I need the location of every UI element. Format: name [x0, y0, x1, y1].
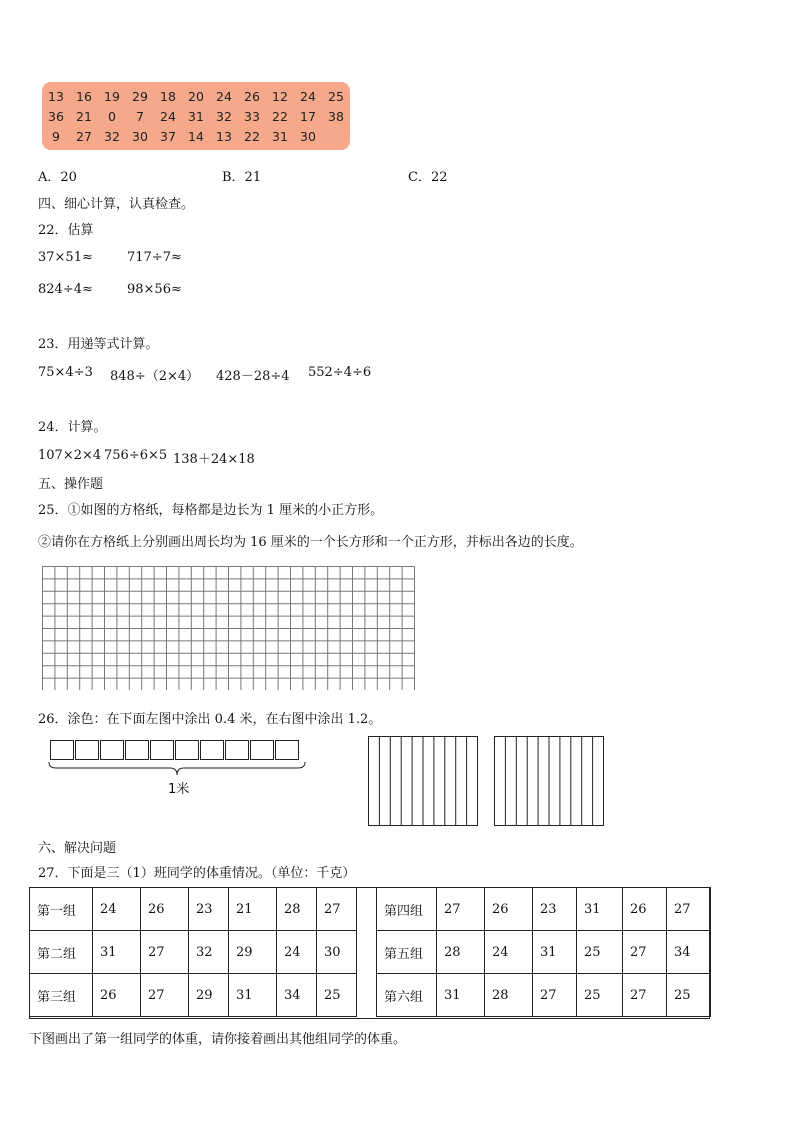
weight-cell: 31	[577, 888, 623, 931]
strip-cell[interactable]	[100, 740, 124, 760]
weight-table-right	[376, 887, 711, 1017]
table-row	[377, 888, 711, 931]
weight-cell: 25	[667, 974, 711, 1017]
weight-cell: 31	[93, 931, 141, 974]
left-panel-figure[interactable]	[368, 736, 478, 826]
number-cell: 14	[188, 129, 204, 144]
strip-cell[interactable]	[150, 740, 174, 760]
q25-line-2: ②请你在方格纸上分别画出周长均为 16 厘米的一个长方形和一个正方形，并标出各边的长度。	[38, 535, 583, 550]
group-name: 第六组	[377, 974, 437, 1017]
group-name: 第三组	[30, 974, 93, 1017]
number-cell: 24	[300, 89, 316, 104]
group-name: 第四组	[377, 888, 437, 931]
number-cell: 12	[272, 89, 288, 104]
weight-cell: 25	[317, 974, 357, 1017]
weight-cell: 25	[577, 974, 623, 1017]
strip-cell[interactable]	[275, 740, 299, 760]
table-row	[377, 931, 711, 974]
weight-cell: 27	[317, 888, 357, 931]
number-cell: 22	[272, 109, 288, 124]
weight-cell: 27	[623, 931, 667, 974]
weight-cell: 24	[277, 931, 317, 974]
q22-item: 824÷4≈	[38, 282, 93, 297]
q22-item: 717÷7≈	[127, 250, 182, 265]
group-name: 第一组	[30, 888, 93, 931]
number-cell: 13	[216, 129, 232, 144]
group-name: 第五组	[377, 931, 437, 974]
section-5-title: 五、操作题	[38, 477, 104, 492]
section-6-title: 六、解决问题	[38, 841, 117, 856]
number-cell: 7	[136, 109, 144, 124]
number-cell: 0	[108, 109, 116, 124]
weight-cell: 28	[485, 974, 533, 1017]
weight-cell: 27	[141, 974, 189, 1017]
q27-title: 27．下面是三（1）班同学的体重情况。（单位：千克）	[38, 866, 356, 881]
number-table	[42, 82, 350, 150]
weight-cell: 27	[667, 888, 711, 931]
q24-item: 107×2×4	[38, 448, 102, 463]
number-cell: 27	[76, 129, 92, 144]
number-cell: 24	[216, 89, 232, 104]
strip-cell[interactable]	[125, 740, 149, 760]
weight-cell: 34	[667, 931, 711, 974]
number-cell: 33	[244, 109, 260, 124]
number-cell: 30	[132, 129, 148, 144]
table-row	[30, 931, 357, 974]
weight-cell: 27	[623, 974, 667, 1017]
number-cell: 36	[48, 109, 64, 124]
number-cell: 13	[48, 89, 64, 104]
number-cell: 25	[328, 89, 344, 104]
weight-cell: 27	[533, 974, 577, 1017]
option-b: B．21	[222, 170, 262, 185]
strip-cell[interactable]	[250, 740, 274, 760]
weight-cell: 26	[141, 888, 189, 931]
strip-cell[interactable]	[50, 740, 74, 760]
q22-item: 37×51≈	[38, 250, 93, 265]
number-cell: 9	[52, 129, 60, 144]
q24-title: 24．计算。	[38, 420, 107, 435]
q22-title: 22．估算	[38, 223, 94, 238]
number-row-1	[42, 89, 350, 109]
number-cell: 19	[104, 89, 120, 104]
table-row	[30, 888, 357, 931]
strip-cell[interactable]	[75, 740, 99, 760]
number-cell: 24	[160, 109, 176, 124]
number-row-2	[42, 109, 350, 129]
number-cell: 31	[188, 109, 204, 124]
meter-label: 1米	[168, 782, 190, 797]
strip-cell[interactable]	[225, 740, 249, 760]
q22-item: 98×56≈	[127, 282, 182, 297]
number-cell: 26	[244, 89, 260, 104]
number-cell: 38	[328, 109, 344, 124]
q23-item: 428－28÷4	[216, 369, 290, 384]
number-cell: 31	[272, 129, 288, 144]
q23-title: 23．用递等式计算。	[38, 337, 159, 352]
number-cell: 30	[300, 129, 316, 144]
q24-item: 756÷6×5	[104, 448, 168, 463]
weight-cell: 21	[229, 888, 277, 931]
weight-cell: 30	[317, 931, 357, 974]
weight-cell: 27	[141, 931, 189, 974]
weight-cell: 24	[485, 931, 533, 974]
number-cell: 21	[76, 109, 92, 124]
weight-cell: 28	[277, 888, 317, 931]
weight-cell: 28	[437, 931, 485, 974]
weight-cell: 34	[277, 974, 317, 1017]
weight-cell: 23	[189, 888, 229, 931]
strip-cell[interactable]	[200, 740, 224, 760]
table-row	[30, 974, 357, 1017]
weight-cell: 27	[437, 888, 485, 931]
number-cell: 16	[76, 89, 92, 104]
section-4-title: 四、细心计算，认真检查。	[38, 197, 195, 212]
number-cell: 37	[160, 129, 176, 144]
option-a: A．20	[38, 170, 77, 185]
brace	[48, 761, 306, 777]
weight-cell: 25	[577, 931, 623, 974]
number-cell: 20	[188, 89, 204, 104]
number-cell: 32	[216, 109, 232, 124]
number-cell: 17	[300, 109, 316, 124]
number-cell: 32	[104, 129, 120, 144]
q27-footer: 下图画出了第一组同学的体重，请你接着画出其他组同学的体重。	[29, 1032, 407, 1047]
q24-item: 138＋24×18	[173, 452, 255, 467]
option-c: C．22	[408, 170, 448, 185]
q23-item: 848÷（2×4）	[110, 369, 200, 384]
weight-cell: 29	[189, 974, 229, 1017]
weight-cell: 31	[533, 931, 577, 974]
right-panel-figure[interactable]	[494, 736, 604, 826]
number-row-3	[42, 129, 350, 149]
weight-cell: 31	[229, 974, 277, 1017]
square-grid-paper[interactable]	[42, 566, 418, 690]
table-row	[377, 974, 711, 1017]
weight-cell: 26	[485, 888, 533, 931]
weight-cell: 24	[93, 888, 141, 931]
strip-cell[interactable]	[175, 740, 199, 760]
weight-cell: 26	[93, 974, 141, 1017]
group-name: 第二组	[30, 931, 93, 974]
weight-cell: 26	[623, 888, 667, 931]
weight-cell: 29	[229, 931, 277, 974]
weight-cell: 31	[437, 974, 485, 1017]
weight-table-left	[29, 887, 357, 1017]
q23-item: 552÷4÷6	[308, 365, 372, 380]
number-cell: 18	[160, 89, 176, 104]
weight-cell: 32	[189, 931, 229, 974]
number-cell: 29	[132, 89, 148, 104]
q26-title: 26．涂色：在下面左图中涂出 0.4 米，在右图中涂出 1.2。	[38, 712, 382, 727]
q25-line-1: 25．①如图的方格纸，每格都是边长为 1 厘米的小正方形。	[38, 503, 384, 518]
weight-cell: 23	[533, 888, 577, 931]
q23-item: 75×4÷3	[38, 365, 93, 380]
number-cell: 22	[244, 129, 260, 144]
